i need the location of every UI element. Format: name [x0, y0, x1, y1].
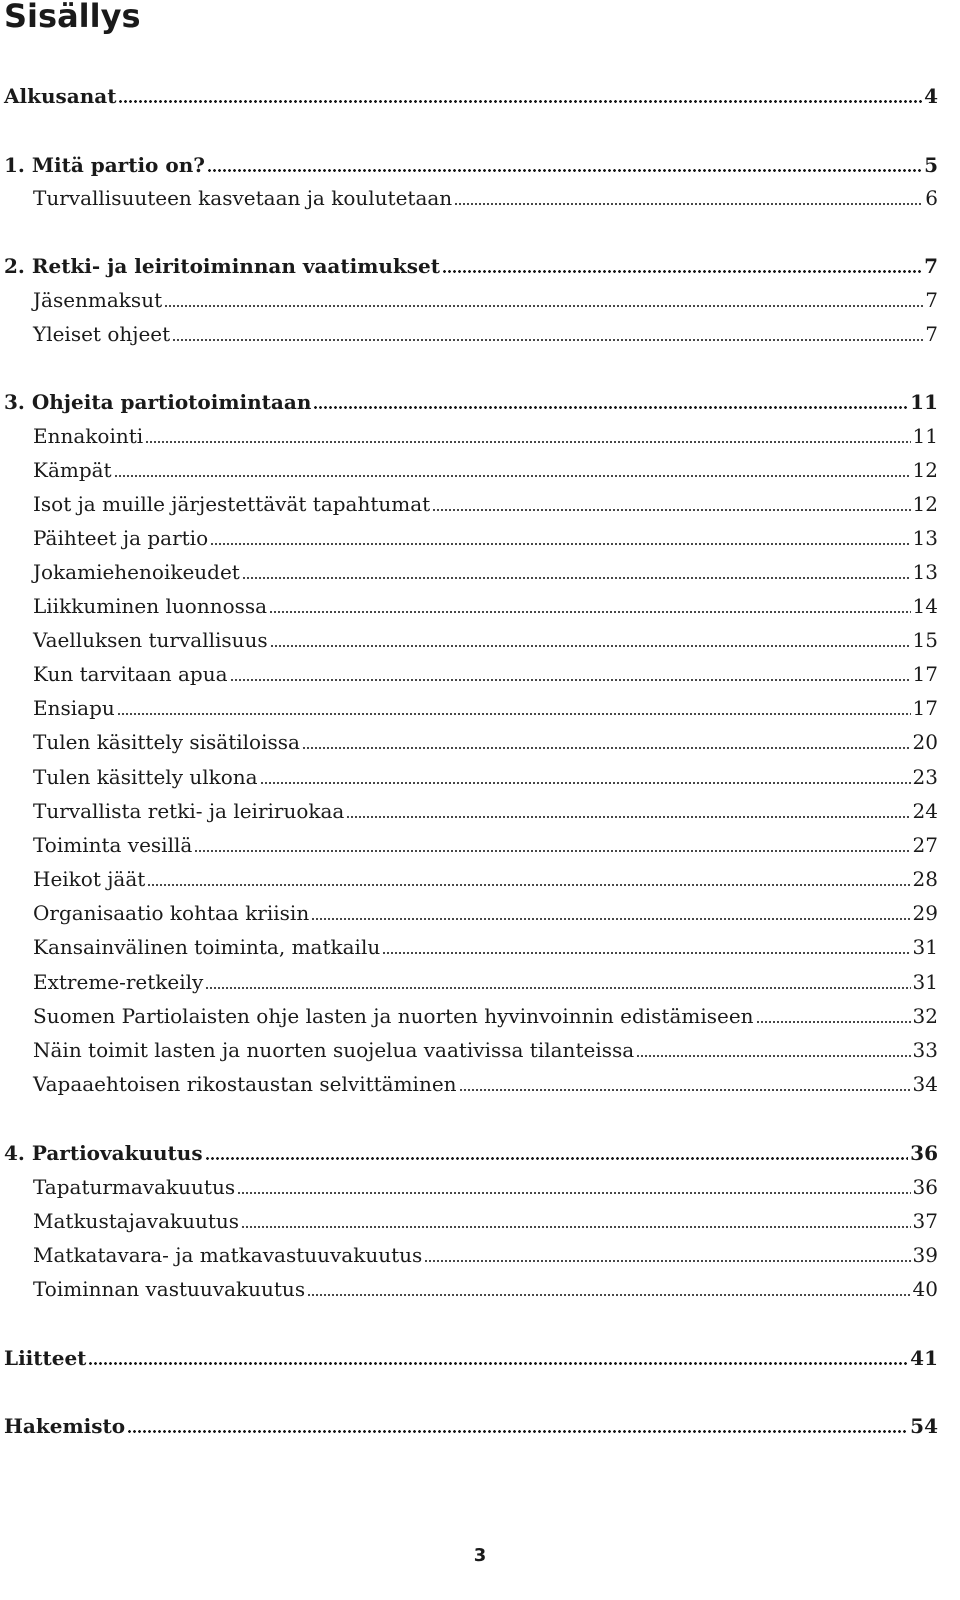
toc-entry-page: 5: [924, 153, 938, 177]
toc-entry-page: 11: [910, 390, 938, 414]
toc-entry: [33, 1172, 938, 1202]
toc-entry-page: 12: [912, 458, 938, 482]
toc-entry: [33, 864, 938, 894]
toc-entry-label: Vaelluksen turvallisuus: [33, 628, 268, 652]
toc-leader-dots: [424, 1240, 910, 1270]
toc-entry-page: 29: [912, 901, 938, 925]
toc-leader-dots: [207, 150, 922, 180]
toc-entry-label: Suomen Partiolaisten ohje lasten ja nuorten hyvinvoinnin edistämiseen: [33, 1004, 754, 1028]
toc-leader-dots: [636, 1035, 910, 1065]
toc-entry-label: Liitteet: [4, 1346, 87, 1370]
toc-entry: [33, 1001, 938, 1031]
toc-leader-dots: [454, 183, 923, 213]
toc-entry-label: Matkustajavakuutus: [33, 1209, 240, 1233]
toc-entry: [33, 967, 938, 997]
toc-leader-dots: [307, 1274, 910, 1304]
toc-entry-label: 4. Partiovakuutus: [4, 1141, 203, 1165]
page-number: 3: [473, 1545, 487, 1566]
toc-entry-label: Isot ja muille järjestettävät tapahtumat: [33, 492, 431, 516]
toc-leader-dots: [164, 285, 923, 315]
toc-entry: [33, 183, 938, 213]
toc-entry: [33, 421, 938, 451]
toc-entry-label: Matkatavara- ja matkavastuuvakuutus: [33, 1243, 423, 1267]
toc-entry-label: Vapaaehtoisen rikostaustan selvittäminen: [33, 1072, 457, 1096]
toc-entry-page: 34: [912, 1072, 938, 1096]
toc-leader-dots: [442, 251, 922, 281]
toc-leader-dots: [127, 1411, 908, 1441]
toc-leader-dots: [270, 625, 911, 655]
toc-entry: [33, 319, 938, 349]
toc-entry-label: Kansainvälinen toiminta, matkailu: [33, 935, 381, 959]
toc-entry-page: 24: [912, 799, 938, 823]
toc-entry: [4, 1343, 938, 1373]
toc-entry-page: 40: [912, 1277, 938, 1301]
toc-entry-label: Alkusanat: [4, 84, 117, 108]
toc-entry-label: Liikkuminen luonnossa: [33, 594, 268, 618]
toc-entry: [33, 693, 938, 723]
toc-entry-label: 2. Retki- ja leiritoiminnan vaatimukset: [4, 254, 440, 278]
toc-leader-dots: [117, 693, 911, 723]
toc-leader-dots: [88, 1343, 908, 1373]
toc-leader-dots: [114, 455, 911, 485]
toc-entry-page: 36: [910, 1141, 938, 1165]
toc-leader-dots: [432, 489, 910, 519]
toc-entry: [33, 727, 938, 757]
toc-entry: [33, 830, 938, 860]
toc-leader-dots: [210, 523, 910, 553]
toc-entry-label: 1. Mitä partio on?: [4, 153, 205, 177]
toc-entry: [33, 1274, 938, 1304]
toc-entry-page: 20: [912, 730, 938, 754]
toc-entry: [33, 523, 938, 553]
toc-leader-dots: [756, 1001, 911, 1031]
toc-leader-dots: [194, 830, 910, 860]
toc-leader-dots: [230, 659, 911, 689]
toc-entry: [33, 898, 938, 928]
toc-leader-dots: [311, 898, 910, 928]
toc-entry-label: Kämpät: [33, 458, 112, 482]
toc-entry-page: 37: [912, 1209, 938, 1233]
toc-entry: [33, 1206, 938, 1236]
page-title: Sisällys: [4, 0, 141, 35]
toc-entry-label: Turvallisuuteen kasvetaan ja koulutetaan: [33, 186, 453, 210]
toc-entry-label: Kun tarvitaan apua: [33, 662, 228, 686]
toc-entry: [33, 1069, 938, 1099]
toc-leader-dots: [118, 81, 922, 111]
toc-entry: [4, 387, 938, 417]
toc-entry: [33, 625, 938, 655]
toc-entry-label: Organisaatio kohtaa kriisin: [33, 901, 310, 925]
toc-entry-label: Tapaturmavakuutus: [33, 1175, 236, 1199]
toc-leader-dots: [459, 1069, 911, 1099]
toc-entry-label: 3. Ohjeita partiotoimintaan: [4, 390, 312, 414]
toc-leader-dots: [313, 387, 908, 417]
toc-entry: [33, 796, 938, 826]
toc-entry-page: 7: [925, 322, 938, 346]
toc-leader-dots: [145, 421, 910, 451]
toc-entry-page: 41: [910, 1346, 938, 1370]
toc-entry-label: Toiminnan vastuuvakuutus: [33, 1277, 306, 1301]
toc-entry-page: 32: [912, 1004, 938, 1028]
toc-entry-label: Ensiapu: [33, 696, 115, 720]
toc-entry: [33, 489, 938, 519]
toc-entry-page: 33: [912, 1038, 938, 1062]
toc-entry-label: Extreme-retkeily: [33, 970, 204, 994]
toc-entry-page: 28: [912, 867, 938, 891]
toc-entry-page: 36: [912, 1175, 938, 1199]
toc-entry-label: Näin toimit lasten ja nuorten suojelua vaativissa tilanteissa: [33, 1038, 635, 1062]
toc-leader-dots: [147, 864, 910, 894]
toc-entry: [33, 1240, 938, 1270]
toc-entry: [33, 557, 938, 587]
toc-leader-dots: [205, 967, 910, 997]
toc-entry: [33, 932, 938, 962]
toc-leader-dots: [237, 1172, 910, 1202]
toc-entry: [33, 591, 938, 621]
toc-entry-label: Yleiset ohjeet: [33, 322, 171, 346]
toc-entry-page: 15: [912, 628, 938, 652]
toc-entry-label: Tulen käsittely ulkona: [33, 765, 258, 789]
toc-entry-page: 27: [912, 833, 938, 857]
toc-leader-dots: [382, 932, 910, 962]
toc-entry-label: Turvallista retki- ja leiriruokaa: [33, 799, 345, 823]
toc-entry-page: 23: [912, 765, 938, 789]
toc-entry-page: 31: [912, 935, 938, 959]
toc-entry-label: Jäsenmaksut: [33, 288, 163, 312]
toc-entry-page: 12: [912, 492, 938, 516]
toc-entry: [4, 1411, 938, 1441]
toc-leader-dots: [346, 796, 910, 826]
toc-entry-label: Heikot jäät: [33, 867, 146, 891]
toc-leader-dots: [260, 762, 911, 792]
toc-entry-page: 4: [924, 84, 938, 108]
toc-leader-dots: [172, 319, 923, 349]
toc-entry: [33, 1035, 938, 1065]
toc-entry-page: 11: [912, 424, 938, 448]
toc-entry-label: Hakemisto: [4, 1414, 126, 1438]
toc-entry-label: Ennakointi: [33, 424, 144, 448]
toc-entry-page: 13: [912, 526, 938, 550]
toc-leader-dots: [302, 727, 911, 757]
toc-entry-label: Toiminta vesillä: [33, 833, 193, 857]
toc-leader-dots: [205, 1138, 909, 1168]
toc-leader-dots: [241, 1206, 910, 1236]
toc-entry-page: 7: [924, 254, 938, 278]
toc-entry-page: 31: [912, 970, 938, 994]
toc-entry-page: 17: [912, 662, 938, 686]
toc-entry-page: 7: [925, 288, 938, 312]
toc-leader-dots: [269, 591, 910, 621]
toc-entry-page: 13: [912, 560, 938, 584]
toc-entry: [4, 1138, 938, 1168]
toc-leader-dots: [242, 557, 911, 587]
toc-entry: [33, 455, 938, 485]
toc-entry-page: 6: [925, 186, 938, 210]
toc-entry-label: Tulen käsittely sisätiloissa: [33, 730, 300, 754]
toc-entry-page: 54: [910, 1414, 938, 1438]
toc-entry: [4, 150, 938, 180]
toc-entry-label: Jokamiehenoikeudet: [33, 560, 240, 584]
toc-entry-label: Päihteet ja partio: [33, 526, 209, 550]
toc-entry: [4, 251, 938, 281]
toc-entry: [33, 285, 938, 315]
toc-entry-page: 17: [912, 696, 938, 720]
toc-entry: [33, 762, 938, 792]
toc-entry: [4, 81, 938, 111]
toc-entry-page: 39: [912, 1243, 938, 1267]
toc-entry-page: 14: [912, 594, 938, 618]
toc-entry: [33, 659, 938, 689]
